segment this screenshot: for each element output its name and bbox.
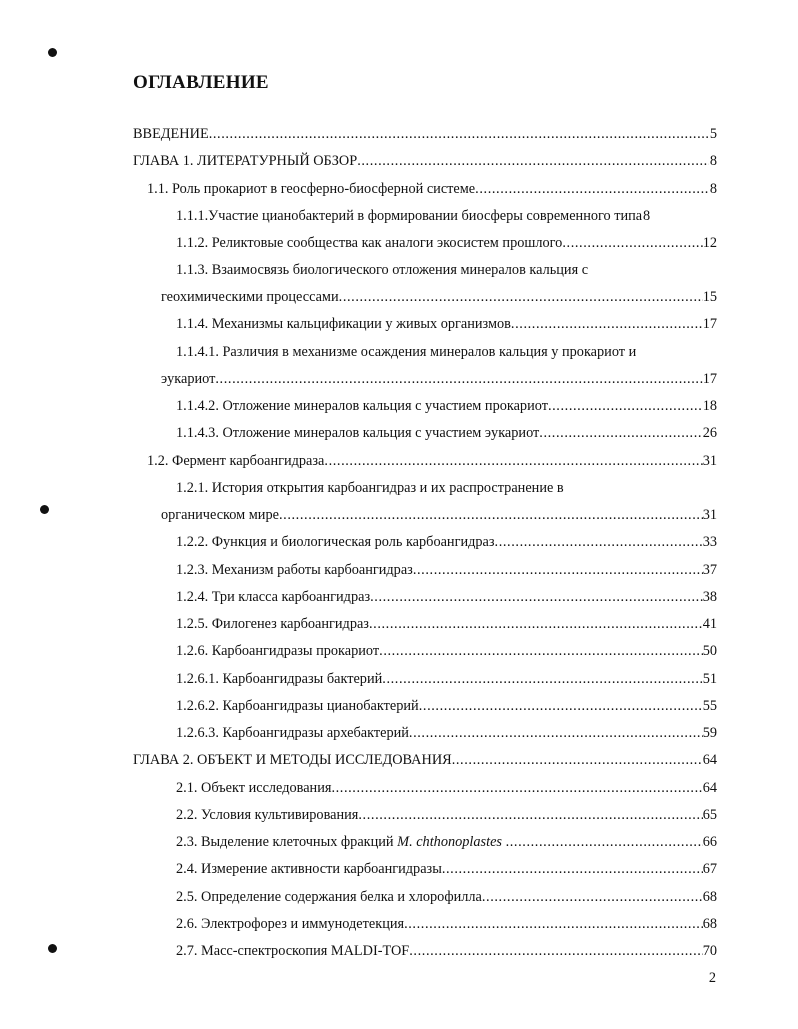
toc-entry-1-2-1-line2[interactable] (161, 506, 717, 524)
toc-entry-text: 2.6. Электрофорез и иммунодетекция (176, 916, 405, 932)
toc-entry-page: 65 (702, 807, 717, 823)
toc-entry-2-1[interactable] (176, 779, 717, 797)
toc-entry-page: 59 (702, 725, 717, 741)
toc-entry-page: 66 (702, 834, 717, 850)
toc-entry-text: 1.1.4.2. Отложение минералов кальция с участием прокариот (176, 398, 548, 414)
toc-leader-dots (324, 452, 702, 470)
toc-entry-1-1-4[interactable] (176, 315, 717, 333)
toc-leader-dots (475, 180, 709, 198)
toc-entry-1-2-6[interactable] (176, 642, 717, 660)
toc-entry-1-1-2[interactable] (176, 234, 717, 252)
toc-entry-chapter-1[interactable] (133, 152, 717, 170)
toc-entry-text: 1.1.1.Участие цианобактерий в формировании биосферы современного типа (176, 208, 643, 224)
toc-leader-dots (370, 588, 703, 606)
toc-leader-dots (409, 724, 703, 742)
toc-entry-page: 70 (702, 943, 717, 959)
toc-entry-text: 1.1.4.3. Отложение минералов кальция с участием эукариот (176, 425, 540, 441)
toc-entry-text: 1.2.6.3. Карбоангидразы архебактерий (176, 725, 409, 741)
toc-entry-page: 50 (702, 643, 717, 659)
toc-entry-1-1-4-2[interactable] (176, 397, 717, 415)
toc-entry-text: 1.1. Роль прокариот в геосферно-биосферной системе (147, 181, 476, 197)
toc-entry-1-1-4-1-line1[interactable] (176, 343, 636, 361)
toc-entry-1-1-4-3[interactable] (176, 424, 717, 442)
toc-entry-text: геохимическими процессами (161, 289, 339, 305)
toc-entry-text: 2.5. Определение содержания белка и хлорофилла (176, 889, 482, 905)
toc-entry-page: 17 (702, 316, 717, 332)
toc-leader-dots (442, 860, 703, 878)
toc-leader-dots (452, 751, 703, 769)
toc-entry-text: 1.2.6.2. Карбоангидразы цианобактерий (176, 698, 419, 714)
toc-entry-text-main: 2.3. Выделение клеточных фракций (176, 834, 398, 850)
toc-entry-text: 1.2. Фермент карбоангидраза (147, 453, 325, 469)
toc-entry-text: 2.4. Измерение активности карбоангидразы (176, 861, 442, 877)
toc-entry-text: 1.1.4.1. Различия в механизме осаждения минералов кальция у прокариот и (176, 344, 637, 360)
toc-entry-text: 2.2. Условия культивирования (176, 807, 359, 823)
toc-entry-2-4[interactable] (176, 860, 717, 878)
toc-entry-text: 1.2.3. Механизм работы карбоангидраз (176, 562, 413, 578)
toc-entry-2-6[interactable] (176, 915, 717, 933)
toc-entry-page: 31 (702, 453, 717, 469)
toc-entry-page: 51 (702, 671, 717, 687)
toc-entry-1-2-6-2[interactable] (176, 697, 717, 715)
toc-entry-text: эукариот (161, 371, 216, 387)
toc-entry-text: 2.7. Масс-спектроскопия MALDI-TOF (176, 943, 410, 959)
toc-leader-dots (409, 942, 702, 960)
toc-entry-page: 8 (709, 181, 717, 197)
page-number: 2 (708, 970, 716, 986)
toc-leader-dots (279, 506, 703, 524)
toc-entry-text: ВВЕДЕНИЕ (133, 126, 209, 142)
toc-entry-chapter-2[interactable] (133, 751, 717, 769)
toc-entry-1-1-4-1-line2[interactable] (161, 370, 717, 388)
toc-entry-page: 17 (702, 371, 717, 387)
toc-leader-dots (404, 915, 703, 933)
toc-entry-page: 55 (702, 698, 717, 714)
toc-leader-dots (379, 642, 703, 660)
toc-entry-1-2-6-3[interactable] (176, 724, 717, 742)
toc-entry-page: 38 (702, 589, 717, 605)
toc-entry-page: 33 (702, 534, 717, 550)
toc-entry-text: 1.2.1. История открытия карбоангидраз и их распространение в (176, 480, 564, 496)
toc-entry-text: 1.1.4. Механизмы кальцификации у живых организмов (176, 316, 511, 332)
toc-entry-page: 26 (702, 425, 717, 441)
toc-entry-2-5[interactable] (176, 888, 717, 906)
toc-entry-text: 2.1. Объект исследования (176, 780, 332, 796)
binding-hole-bottom (48, 944, 57, 953)
toc-leader-dots (382, 670, 702, 688)
toc-entry-text: 1.2.6.1. Карбоангидразы бактерий (176, 671, 383, 687)
toc-entry-text: 1.2.6. Карбоангидразы прокариот (176, 643, 380, 659)
toc-leader-dots (369, 615, 703, 633)
binding-hole-middle (40, 505, 49, 514)
page-title: ОГЛАВЛЕНИЕ (133, 72, 269, 93)
toc-leader-dots (506, 833, 703, 851)
toc-entry-1-2-5[interactable] (176, 615, 717, 633)
toc-entry-1-2-6-1[interactable] (176, 670, 717, 688)
toc-entry-page: 41 (702, 616, 717, 632)
toc-entry-text: ГЛАВА 1. ЛИТЕРАТУРНЫЙ ОБЗОР (133, 153, 358, 169)
toc-entry-page: 37 (702, 562, 717, 578)
toc-leader-dots (358, 806, 702, 824)
toc-leader-dots (331, 779, 702, 797)
toc-entry-1-1-3-line2[interactable] (161, 288, 717, 306)
toc-entry-page: 68 (702, 916, 717, 932)
toc-leader-dots (511, 315, 703, 333)
toc-leader-dots (209, 125, 709, 143)
toc-entry-text: ГЛАВА 2. ОБЪЕКТ И МЕТОДЫ ИССЛЕДОВАНИЯ (133, 752, 452, 768)
toc-entry-1-2[interactable] (147, 452, 717, 470)
toc-entry-text: 1.2.5. Филогенез карбоангидраз (176, 616, 369, 632)
toc-entry-page: 31 (702, 507, 717, 523)
toc-entry-1-1[interactable] (147, 180, 717, 198)
toc-entry-page: 64 (702, 752, 717, 768)
toc-entry-text: 1.2.2. Функция и биологическая роль карбоангидраз (176, 534, 495, 550)
toc-entry-text-italic: M. chthonoplastes (397, 834, 502, 850)
toc-entry-text: 1.2.4. Три класса карбоангидраз (176, 589, 371, 605)
toc-leader-dots (419, 697, 703, 715)
toc-entry-page: 8 (709, 153, 717, 169)
toc-entry-1-1-3-line1[interactable] (176, 261, 588, 279)
toc-entry-page: 64 (702, 780, 717, 796)
toc-entry-page: 8 (642, 208, 651, 224)
toc-entry-text: органическом мире (161, 507, 279, 523)
toc-entry-page: 12 (702, 235, 717, 251)
toc-entry-page: 67 (702, 861, 717, 877)
toc-entry-2-2[interactable] (176, 806, 717, 824)
toc-entry-1-2-1-line1[interactable] (176, 479, 564, 497)
toc-leader-dots (413, 561, 703, 579)
toc-entry-text (176, 833, 506, 851)
toc-entry-1-2-2[interactable] (176, 533, 717, 551)
toc-leader-dots (482, 888, 703, 906)
toc-entry-intro[interactable] (133, 125, 717, 143)
toc-entry-text: 1.1.2. Реликтовые сообщества как аналоги экосистем прошлого (176, 235, 563, 251)
toc-entry-page: 15 (702, 289, 717, 305)
toc-leader-dots (495, 533, 703, 551)
toc-entry-1-2-3[interactable] (176, 561, 717, 579)
binding-hole-top (48, 48, 57, 57)
toc-entry-2-7[interactable] (176, 942, 717, 960)
toc-entry-page: 18 (702, 398, 717, 414)
toc-leader-dots (562, 234, 702, 252)
toc-leader-dots (215, 370, 702, 388)
toc-entry-1-1-1[interactable] (176, 207, 717, 225)
toc-leader-dots (339, 288, 703, 306)
toc-leader-dots (357, 152, 709, 170)
toc-entry-2-3[interactable] (176, 833, 717, 851)
toc-entry-page: 5 (709, 126, 717, 142)
toc-entry-1-2-4[interactable] (176, 588, 717, 606)
toc-entry-page: 68 (702, 889, 717, 905)
toc-entry-text: 1.1.3. Взаимосвязь биологического отложения минералов кальция с (176, 262, 589, 278)
toc-leader-dots (548, 397, 703, 415)
toc-leader-dots (539, 424, 702, 442)
